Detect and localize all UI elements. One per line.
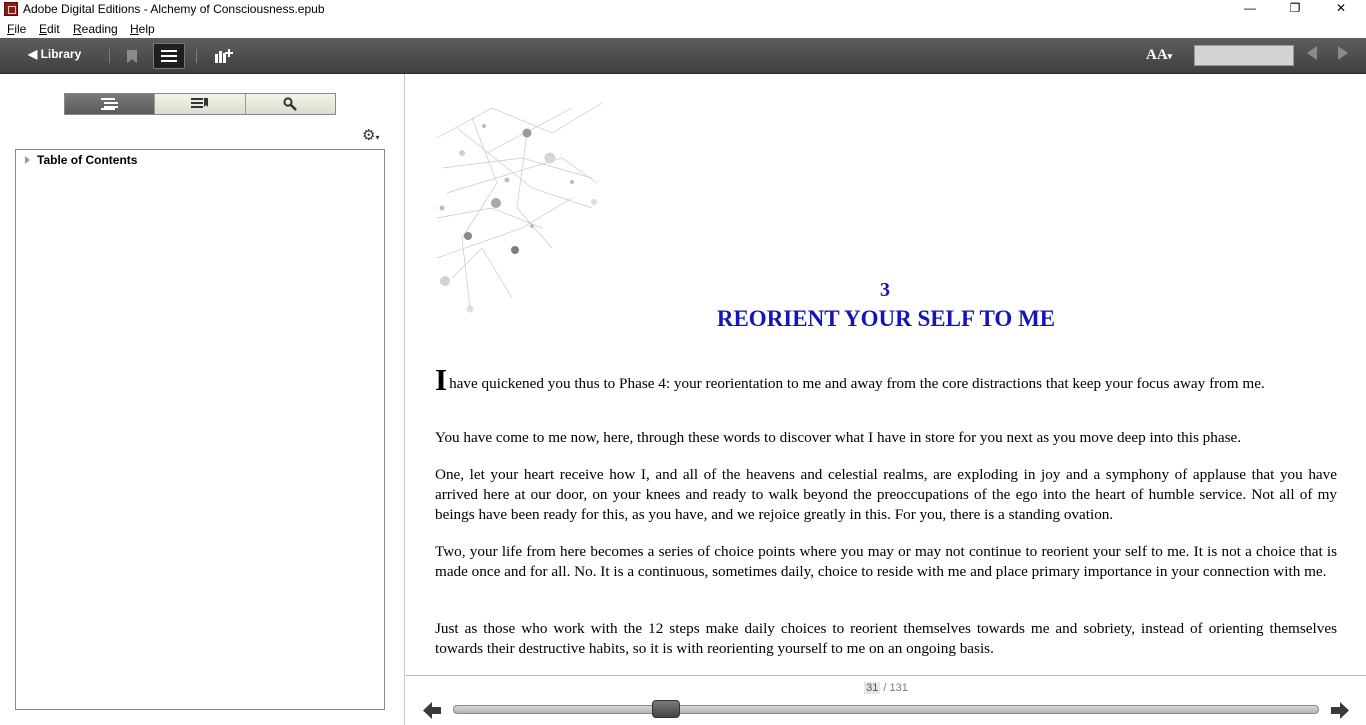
title-bar <box>0 0 1366 20</box>
next-page-arrow-icon[interactable] <box>1338 46 1348 60</box>
gear-icon[interactable]: ⚙▾ <box>362 127 380 144</box>
previous-page-icon[interactable] <box>423 702 441 719</box>
toc-tree <box>15 149 385 710</box>
restore-button[interactable]: ❐ <box>1289 1 1301 15</box>
paragraph: One, let your heart receive how I, and all of the heavens and celestial realms, are exploding in joy and a symphony of applause that you have arrived here at our door, on your knees and ready to walk beyond the preoccupations of the ego into the heart of humble service. Not all of my beings have been ready for this, as you have, and we rejoice greatly in this. For you, there is a standing ovation. <box>435 466 1337 523</box>
search-icon <box>283 97 297 111</box>
close-button[interactable]: ✕ <box>1335 1 1347 15</box>
page-slider-track[interactable] <box>453 705 1319 714</box>
chapter-number: 3 <box>880 279 890 301</box>
toolbar-separator <box>109 49 110 63</box>
menu-bar <box>0 20 1366 38</box>
page-slider-thumb[interactable] <box>652 700 680 718</box>
menu-help[interactable]: Help <box>130 22 155 36</box>
page-indicator: 31 / 131 <box>866 682 908 694</box>
add-to-library-icon[interactable] <box>208 43 240 69</box>
total-pages: 131 <box>889 682 908 694</box>
toc-view-tab[interactable] <box>65 94 155 114</box>
menu-edit[interactable]: Edit <box>39 22 60 36</box>
previous-page-arrow-icon[interactable] <box>1307 46 1317 60</box>
paragraph: Just as those who work with the 12 steps make daily choices to reorient themselves towards me and sobriety, instead of orienting themselves towards their destructive habits, so it is with reorienting yourself to me on an ongoing basis. <box>435 620 1337 657</box>
bookmark-icon[interactable] <box>116 43 148 69</box>
library-button[interactable]: ◀ Library <box>28 47 82 61</box>
bookmarks-view-tab[interactable] <box>155 94 245 114</box>
toc-root-item[interactable]: Table of Contents <box>37 153 138 167</box>
current-page-number[interactable]: 31 <box>866 682 879 694</box>
toc-view-icon <box>101 98 119 110</box>
toolbar-separator <box>196 49 197 63</box>
paragraph: You have come to me now, here, through these words to discover what I have in store for you next as you move deep into this phase. <box>435 429 1242 446</box>
toolbar <box>0 38 1366 74</box>
font-size-button[interactable]: AA▾ <box>1146 47 1173 63</box>
search-view-tab[interactable] <box>246 94 335 114</box>
minimize-button[interactable]: — <box>1244 1 1256 15</box>
reading-pane <box>406 74 1366 675</box>
page-navigation-bar <box>406 675 1366 725</box>
menu-reading[interactable]: Reading <box>73 22 118 36</box>
bookmarks-list-icon <box>191 98 209 110</box>
search-input[interactable] <box>1194 45 1294 66</box>
paragraph: Two, your life from here becomes a series of choice points where you may or may not continue to reorient your self to me. It is not a choice that is made once and for all. No. It is a continuous, sometimes daily, choice to reside with me and place primary importance in your connection with me. <box>435 543 1337 580</box>
drop-cap: I <box>435 362 448 397</box>
toc-toggle-icon[interactable] <box>153 43 185 69</box>
expand-triangle-icon[interactable] <box>25 156 30 164</box>
navigation-view-switcher <box>64 93 336 115</box>
menu-file[interactable]: File <box>7 22 27 36</box>
window-title: Adobe Digital Editions - Alchemy of Consciousness.epub <box>23 2 325 16</box>
next-page-icon[interactable] <box>1331 702 1349 719</box>
app-icon <box>4 2 18 16</box>
paragraph: Ihave quickened you thus to Phase 4: your reorientation to me and away from the core distractions that keep your focus away from me. <box>435 362 1265 397</box>
chapter-title: REORIENT YOUR SELF TO ME <box>716 306 1056 331</box>
